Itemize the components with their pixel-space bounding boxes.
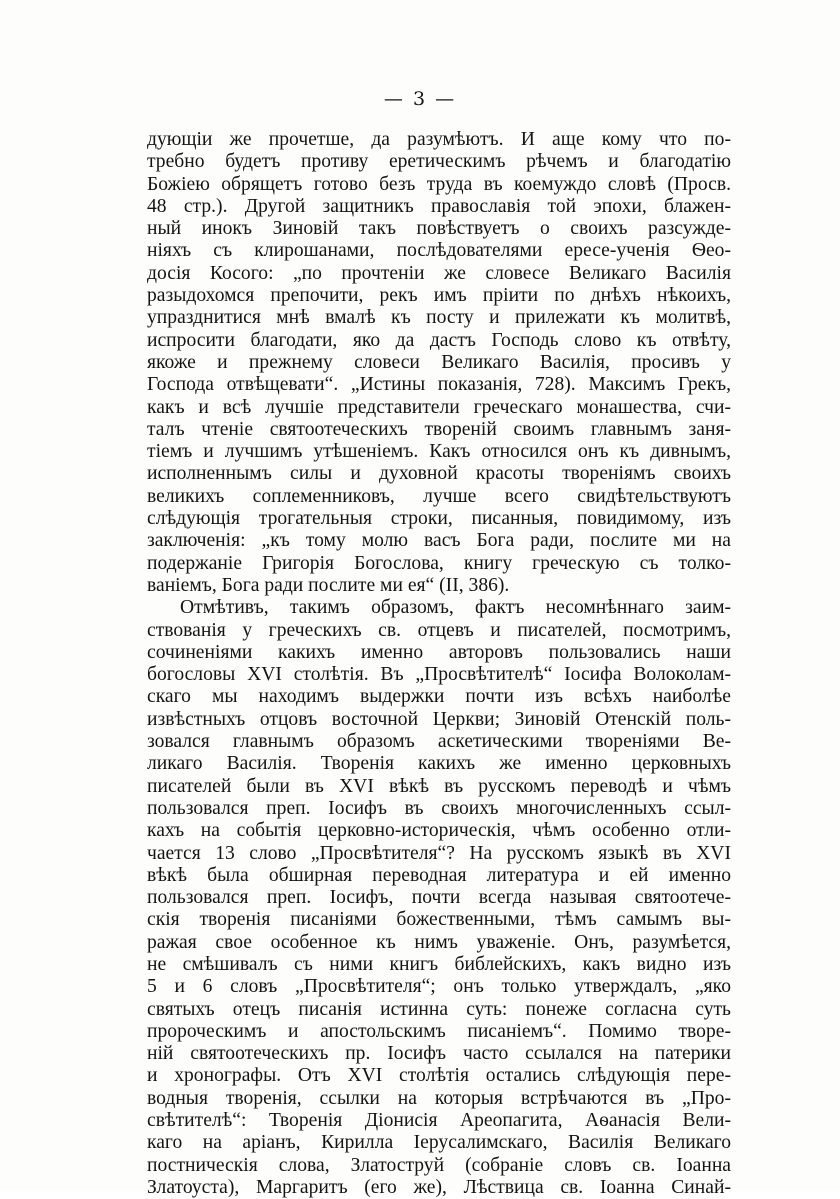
text-line: требно будетъ противу еретическимъ рѣчемъ и благодатію: [147, 151, 731, 173]
text-line: и хронографы. Отъ XVI столѣтія остались слѣдующія пере-: [147, 1065, 731, 1087]
text-line: ваніемъ, Бога ради послите ми ея“ (II, 386).: [147, 574, 510, 596]
text-line: ствованія у греческихъ св. отцевъ и писателей, посмотримъ,: [147, 619, 731, 641]
text-line: скія творенія писаніями божественными, тѣмъ самымъ вы-: [147, 909, 731, 931]
text-line: не смѣшивалъ съ ними книгъ библейскихъ, какъ видно изъ: [147, 953, 731, 975]
text-line: якоже и прежнему словеси Великаго Василія, просивъ у: [147, 351, 731, 373]
body-text: [147, 129, 731, 1199]
text-line: сочиненіями какихъ именно авторовъ пользовались наши: [147, 641, 731, 663]
text-line: Отмѣтивъ, такимъ образомъ, фактъ несомнѣннаго заим-: [180, 597, 731, 619]
text-line: скаго мы находимъ выдержки почти изъ всѣхъ наиболѣе: [147, 686, 731, 708]
text-line: 5 и 6 словъ „Просвѣтителя“; онъ только утверждалъ, „яко: [147, 976, 731, 998]
text-line: водныя творенія, ссылки на которыя встрѣчаются въ „Про-: [147, 1087, 731, 1109]
text-line: постническія слова, Златоструй (собраніе словъ св. Іоанна: [147, 1154, 731, 1176]
text-line: ніяхъ съ клирошанами, послѣдователями ересе-ученія Ѳео-: [147, 240, 731, 262]
text-line: талъ чтеніе святоотеческихъ твореній своимъ главнымъ заня-: [147, 418, 731, 440]
text-line: ній святоотеческихъ пр. Іосифъ часто ссылался на патерики: [147, 1043, 731, 1065]
text-line: зовался главнымъ образомъ аскетическими твореніями Ве-: [147, 731, 731, 753]
text-line: 48 стр.). Другой защитникъ православія той эпохи, блажен-: [147, 195, 731, 217]
text-line: чается 13 слово „Просвѣтителя“? На русскомъ языкѣ въ XVI: [147, 842, 731, 864]
text-line: ный инокъ Зиновій такъ повѣствуетъ о своихъ разсужде-: [147, 218, 731, 240]
text-line: вѣкѣ была обширная переводная литература и ей именно: [147, 864, 731, 886]
text-line: подержаніе Григорія Богослова, книгу греческую съ толко-: [147, 552, 731, 574]
text-line: каго на аріанъ, Кирилла Іерусалимскаго, Василія Великаго: [147, 1132, 731, 1154]
text-line: досія Косого: „по прочтеніи же словесе Великаго Василія: [147, 262, 731, 284]
page-number: — 3 —: [383, 88, 457, 110]
text-line: слѣдующія трогательныя строки, писанныя, повидимому, изъ: [147, 508, 731, 530]
text-line: пророческимъ и апостольскимъ писаніемъ“. Помимо творе-: [147, 1020, 731, 1042]
text-line: разыдохомся препочити, рекъ имъ пріити по днѣхъ нѣкоихъ,: [147, 285, 731, 307]
text-line: свѣтителѣ“: Творенія Діонисія Ареопагита, Аѳанасія Вели-: [147, 1110, 731, 1132]
text-line: пользовался преп. Іосифъ, почти всегда называя святоотече-: [147, 887, 731, 909]
text-line: пользовался преп. Іосифъ въ своихъ многочисленныхъ ссыл-: [147, 797, 731, 819]
text-line: богословы XVI столѣтія. Въ „Просвѣтителѣ“ Іосифа Волоколам-: [147, 664, 731, 686]
text-line: исполненнымъ силы и духовной красоты твореніямъ своихъ: [147, 463, 731, 485]
text-line: Златоуста), Маргаритъ (его же), Лѣствица св. Іоанна Синай-: [147, 1176, 731, 1198]
text-line: святыхъ отецъ писанія истинна суть: понеже согласна суть: [147, 998, 731, 1020]
text-line: кахъ на событія церковно-историческія, чѣмъ особенно отли-: [147, 820, 731, 842]
text-line: дующіи же прочетше, да разумѣютъ. И аще кому что по-: [147, 129, 731, 150]
text-line: извѣстныхъ отцовъ восточной Церкви; Зиновій Отенскій поль-: [147, 708, 731, 730]
text-line: испросити благодати, яко да дастъ Господь слово къ отвѣту,: [147, 329, 731, 351]
text-line: Господа отвѣщевати“. „Истины показанія, 728). Максимъ Грекъ,: [147, 374, 731, 396]
text-line: великихъ соплеменниковъ, лучше всего свидѣтельствуютъ: [147, 485, 731, 507]
text-line: какъ и всѣ лучшіе представители греческаго монашества, счи-: [147, 396, 731, 418]
text-line: писателей были въ XVI вѣкѣ въ русскомъ переводѣ и чѣмъ: [147, 775, 731, 797]
text-line: упразднитися мнѣ вмалѣ къ посту и прилежати къ молитвѣ,: [147, 307, 731, 329]
text-line: Божіею обрящетъ готово безъ труда въ коемуждо словѣ (Просв.: [147, 173, 731, 195]
text-line: тіемъ и лучшимъ утѣшеніемъ. Какъ относился онъ къ дивнымъ,: [147, 441, 731, 463]
text-line: ликаго Василія. Творенія какихъ же именно церковныхъ: [147, 753, 731, 775]
text-line: ражая свое особенное къ нимъ уваженіе. Онъ, разумѣется,: [147, 931, 731, 953]
text-line: заключенія: „къ тому молю васъ Бога ради, послите ми на: [147, 530, 731, 552]
